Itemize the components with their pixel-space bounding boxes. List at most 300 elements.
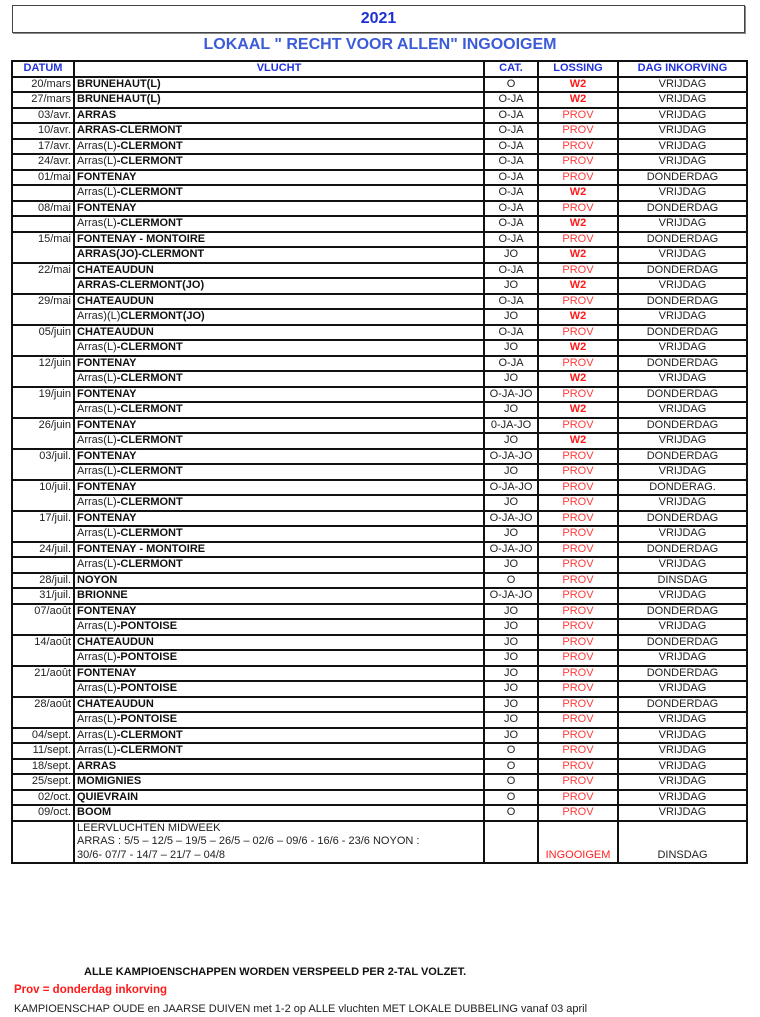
lossing-cell: PROV	[538, 681, 618, 697]
vlucht-destination: -PONTOISE	[116, 651, 178, 663]
vlucht-destination: QUIEVRAIN	[77, 790, 139, 803]
vlucht-destination: -CLERMONT	[116, 728, 183, 741]
dag-inkorving-cell: DONDERDAG	[618, 449, 747, 465]
page-subtitle: LOKAAL " RECHT VOOR ALLEN" INGOOIGEM	[203, 36, 557, 53]
cat-cell: O	[484, 790, 538, 806]
vlucht-cell	[74, 650, 484, 666]
date-cell: 01/mai	[12, 170, 74, 186]
dag-inkorving-cell: VRIJDAG	[618, 526, 747, 542]
table-row	[12, 557, 747, 573]
vlucht-cell	[74, 92, 484, 108]
table-row	[12, 464, 747, 480]
vlucht-prefix: Arras(L)	[77, 217, 117, 229]
midweek-line-noyon: 30/6- 07/7 - 14/7 – 21/7 – 04/8	[77, 848, 226, 861]
vlucht-cell	[74, 387, 484, 403]
date-cell: 29/mai	[12, 294, 74, 325]
lossing-cell: W2	[538, 92, 618, 108]
cat-cell: JO	[484, 433, 538, 449]
date-cell: 10/juil.	[12, 480, 74, 511]
cat-cell: JO	[484, 650, 538, 666]
cat-cell: JO	[484, 464, 538, 480]
lossing-cell: PROV	[538, 697, 618, 713]
vlucht-destination: ARRAS	[77, 108, 117, 121]
cat-cell: O-JA	[484, 325, 538, 341]
vlucht-cell	[74, 201, 484, 217]
vlucht-destination: -CLERMONT	[116, 217, 183, 229]
table-row	[12, 185, 747, 201]
vlucht-destination: CLERMONT(JO)	[120, 310, 205, 322]
midweek-vlucht-cell	[74, 821, 484, 864]
dag-inkorving-cell: DONDERDAG	[618, 294, 747, 310]
dag-inkorving-cell: VRIJDAG	[618, 216, 747, 232]
vlucht-cell	[74, 464, 484, 480]
dag-inkorving-cell: VRIJDAG	[618, 805, 747, 821]
dag-inkorving-cell: DONDERDAG	[618, 697, 747, 713]
lossing-cell: PROV	[538, 263, 618, 279]
vlucht-cell	[74, 402, 484, 418]
vlucht-prefix: Arras(L)	[77, 434, 117, 446]
vlucht-cell	[74, 216, 484, 232]
lossing-cell: PROV	[538, 387, 618, 403]
vlucht-cell	[74, 371, 484, 387]
vlucht-cell	[74, 356, 484, 372]
date-cell: 03/avr.	[12, 108, 74, 124]
vlucht-destination: CHATEAUDUN	[77, 325, 154, 338]
table-row	[12, 619, 747, 635]
table-row	[12, 728, 747, 744]
midweek-cat-cell	[484, 821, 538, 864]
table-row	[12, 92, 747, 108]
table-row	[12, 573, 747, 589]
date-cell: 04/sept.	[12, 728, 74, 744]
cat-cell: JO	[484, 604, 538, 620]
table-row	[12, 77, 747, 93]
lossing-cell: PROV	[538, 108, 618, 124]
dag-inkorving-cell: DONDERDAG	[618, 170, 747, 186]
lossing-cell: W2	[538, 185, 618, 201]
lossing-cell: PROV	[538, 526, 618, 542]
date-cell: 03/juil.	[12, 449, 74, 480]
table-row	[12, 154, 747, 170]
vlucht-destination: FONTENAY	[77, 511, 137, 524]
cat-cell: JO	[484, 402, 538, 418]
cat-cell: O-JA	[484, 185, 538, 201]
vlucht-cell	[74, 77, 484, 93]
vlucht-cell	[74, 805, 484, 821]
date-cell: 07/août	[12, 604, 74, 635]
date-cell: 21/août	[12, 666, 74, 697]
dag-inkorving-cell: DONDERDAG	[618, 201, 747, 217]
midweek-date-cell	[12, 821, 74, 864]
date-cell: 25/sept.	[12, 774, 74, 790]
vlucht-destination: CHATEAUDUN	[77, 635, 154, 648]
date-cell: 26/juin	[12, 418, 74, 449]
vlucht-cell	[74, 433, 484, 449]
table-row	[12, 387, 747, 403]
cat-cell: O-JA-JO	[484, 387, 538, 403]
vlucht-prefix: Arras)(L)	[77, 310, 121, 322]
vlucht-cell	[74, 263, 484, 279]
cat-cell: O	[484, 759, 538, 775]
vlucht-cell	[74, 309, 484, 325]
date-cell: 05/juin	[12, 325, 74, 356]
table-row	[12, 139, 747, 155]
vlucht-destination: -CLERMONT	[116, 744, 183, 756]
vlucht-cell	[74, 557, 484, 573]
vlucht-prefix: Arras(L)	[77, 620, 117, 632]
dag-inkorving-cell: DONDERDAG	[618, 418, 747, 434]
table-row	[12, 216, 747, 232]
lossing-cell: PROV	[538, 666, 618, 682]
cat-cell: O-JA	[484, 294, 538, 310]
dag-inkorving-cell: VRIJDAG	[618, 309, 747, 325]
vlucht-cell	[74, 774, 484, 790]
vlucht-destination: FONTENAY	[77, 604, 137, 617]
cat-cell: O-JA	[484, 123, 538, 139]
table-row	[12, 743, 747, 759]
dag-inkorving-cell: VRIJDAG	[618, 154, 747, 170]
lossing-cell: W2	[538, 433, 618, 449]
lossing-cell: PROV	[538, 232, 618, 248]
table-row	[12, 123, 747, 139]
dag-inkorving-cell: VRIJDAG	[618, 588, 747, 604]
table-row	[12, 681, 747, 697]
dag-inkorving-cell: DINSDAG	[618, 573, 747, 589]
cat-cell: O-JA	[484, 263, 538, 279]
table-row	[12, 588, 747, 604]
dag-inkorving-cell: VRIJDAG	[618, 712, 747, 728]
vlucht-cell	[74, 340, 484, 356]
column-header-lossing: LOSSING	[538, 61, 618, 77]
lossing-cell: PROV	[538, 154, 618, 170]
lossing-cell: PROV	[538, 759, 618, 775]
lossing-cell: W2	[538, 371, 618, 387]
table-row	[12, 201, 747, 217]
cat-cell: O	[484, 573, 538, 589]
table-row	[12, 526, 747, 542]
dag-inkorving-cell: VRIJDAG	[618, 185, 747, 201]
dag-inkorving-cell: VRIJDAG	[618, 557, 747, 573]
lossing-cell: W2	[538, 247, 618, 263]
table-row	[12, 495, 747, 511]
vlucht-destination: -CLERMONT	[116, 496, 183, 508]
vlucht-destination: FONTENAY	[77, 480, 137, 493]
schedule-body	[12, 77, 747, 821]
vlucht-destination: -CLERMONT	[116, 155, 183, 167]
cat-cell: JO	[484, 309, 538, 325]
column-header-cat: CAT.	[484, 61, 538, 77]
vlucht-cell	[74, 185, 484, 201]
lossing-cell: PROV	[538, 201, 618, 217]
dag-inkorving-cell: DONDERDAG	[618, 604, 747, 620]
dag-inkorving-cell: DONDERDAG	[618, 263, 747, 279]
date-cell	[12, 185, 74, 201]
lossing-cell: PROV	[538, 449, 618, 465]
lossing-cell: PROV	[538, 418, 618, 434]
schedule-table	[11, 60, 748, 864]
dag-inkorving-cell: DONDERDAG	[618, 666, 747, 682]
vlucht-cell	[74, 728, 484, 744]
dag-inkorving-cell: VRIJDAG	[618, 371, 747, 387]
date-cell: 14/août	[12, 635, 74, 666]
dag-inkorving-cell: VRIJDAG	[618, 619, 747, 635]
cat-cell: O-JA	[484, 92, 538, 108]
table-row	[12, 480, 747, 496]
date-cell: 17/avr.	[12, 139, 74, 155]
table-row	[12, 309, 747, 325]
table-row	[12, 278, 747, 294]
table-row	[12, 449, 747, 465]
vlucht-destination: FONTENAY	[77, 201, 137, 214]
vlucht-cell	[74, 480, 484, 496]
midweek-dag: DINSDAG	[618, 821, 747, 864]
date-cell	[12, 216, 74, 232]
vlucht-cell	[74, 495, 484, 511]
table-row	[12, 805, 747, 821]
lossing-cell: PROV	[538, 325, 618, 341]
vlucht-cell	[74, 697, 484, 713]
midweek-row	[12, 821, 747, 864]
dag-inkorving-cell: DONDERAG.	[618, 480, 747, 496]
table-row	[12, 108, 747, 124]
table-row	[12, 511, 747, 527]
table-row	[12, 263, 747, 279]
cat-cell: O-JA	[484, 232, 538, 248]
date-cell: 22/mai	[12, 263, 74, 294]
table-row	[12, 759, 747, 775]
lossing-cell: PROV	[538, 790, 618, 806]
note-prov-legend: Prov = donderdag inkorving	[14, 984, 168, 996]
cat-cell: O-JA-JO	[484, 449, 538, 465]
dag-inkorving-cell: DONDERDAG	[618, 325, 747, 341]
column-header-vlucht: VLUCHT	[74, 61, 484, 77]
lossing-cell: PROV	[538, 650, 618, 666]
vlucht-cell	[74, 123, 484, 139]
table-row	[12, 433, 747, 449]
dag-inkorving-cell: VRIJDAG	[618, 92, 747, 108]
table-row	[12, 666, 747, 682]
table-row	[12, 340, 747, 356]
date-cell: 08/mai	[12, 201, 74, 217]
vlucht-cell	[74, 418, 484, 434]
vlucht-cell	[74, 681, 484, 697]
lossing-cell: PROV	[538, 805, 618, 821]
vlucht-prefix: Arras(L)	[77, 403, 117, 415]
table-row	[12, 247, 747, 263]
cat-cell: JO	[484, 557, 538, 573]
lossing-cell: W2	[538, 77, 618, 93]
dag-inkorving-cell: VRIJDAG	[618, 790, 747, 806]
vlucht-prefix: Arras(L)	[77, 744, 117, 756]
cat-cell: O-JA	[484, 170, 538, 186]
vlucht-cell	[74, 635, 484, 651]
dag-inkorving-cell: VRIJDAG	[618, 340, 747, 356]
dag-inkorving-cell: VRIJDAG	[618, 759, 747, 775]
vlucht-cell	[74, 743, 484, 759]
vlucht-cell	[74, 232, 484, 248]
dag-inkorving-cell: VRIJDAG	[618, 402, 747, 418]
vlucht-destination: CHATEAUDUN	[77, 697, 154, 710]
vlucht-destination: NOYON	[77, 573, 118, 586]
table-row	[12, 650, 747, 666]
lossing-cell: PROV	[538, 728, 618, 744]
vlucht-destination: -CLERMONT	[116, 341, 183, 353]
date-cell: 11/sept.	[12, 743, 74, 759]
date-cell: 27/mars	[12, 92, 74, 108]
vlucht-destination: FONTENAY	[77, 418, 137, 431]
vlucht-destination: ARRAS(JO)-CLERMONT	[77, 248, 205, 260]
lossing-cell: PROV	[538, 495, 618, 511]
vlucht-destination: FONTENAY - MONTOIRE	[77, 542, 206, 555]
vlucht-cell	[74, 139, 484, 155]
date-cell: 20/mars	[12, 77, 74, 93]
cat-cell: JO	[484, 247, 538, 263]
date-cell: 18/sept.	[12, 759, 74, 775]
date-cell: 28/août	[12, 697, 74, 728]
vlucht-destination: -PONTOISE	[116, 713, 178, 725]
note-kampioenschap-oude-jaarse: KAMPIOENSCHAP OUDE en JAARSE DUIVEN met 1-2 op ALLE vluchten MET LOKALE DUBBELING vanaf 03 april	[14, 1003, 588, 1015]
vlucht-cell	[74, 542, 484, 558]
table-row	[12, 604, 747, 620]
date-cell: 24/juil.	[12, 542, 74, 558]
table-row	[12, 170, 747, 186]
date-cell	[12, 557, 74, 573]
lossing-cell: PROV	[538, 139, 618, 155]
vlucht-prefix: Arras(L)	[77, 139, 117, 152]
vlucht-cell	[74, 154, 484, 170]
cat-cell: O	[484, 743, 538, 759]
table-row	[12, 402, 747, 418]
vlucht-prefix: Arras(L)	[77, 465, 117, 477]
table-row	[12, 371, 747, 387]
table-row	[12, 790, 747, 806]
table-row	[12, 774, 747, 790]
vlucht-prefix: Arras(L)	[77, 186, 117, 198]
cat-cell: O-JA-JO	[484, 511, 538, 527]
dag-inkorving-cell: DONDERDAG	[618, 635, 747, 651]
table-row	[12, 294, 747, 310]
vlucht-prefix: Arras(L)	[77, 728, 117, 741]
date-cell: 17/juil.	[12, 511, 74, 542]
date-cell: 24/avr.	[12, 154, 74, 170]
vlucht-cell	[74, 604, 484, 620]
dag-inkorving-cell: DONDERDAG	[618, 232, 747, 248]
column-header-datum: DATUM	[12, 61, 74, 77]
vlucht-destination: -CLERMONT	[116, 372, 183, 384]
date-cell: 10/avr.	[12, 123, 74, 139]
date-cell: 15/mai	[12, 232, 74, 263]
cat-cell: JO	[484, 728, 538, 744]
dag-inkorving-cell: DONDERDAG	[618, 356, 747, 372]
vlucht-prefix: Arras(L)	[77, 558, 117, 570]
vlucht-destination: FONTENAY	[77, 666, 137, 679]
cat-cell: O-JA	[484, 154, 538, 170]
dag-inkorving-cell: VRIJDAG	[618, 743, 747, 759]
vlucht-cell	[74, 526, 484, 542]
lossing-cell: W2	[538, 402, 618, 418]
date-cell: 19/juin	[12, 387, 74, 418]
cat-cell: JO	[484, 712, 538, 728]
vlucht-prefix: Arras(L)	[77, 341, 117, 353]
table-row	[12, 635, 747, 651]
vlucht-destination: -CLERMONT	[116, 465, 183, 477]
vlucht-cell	[74, 712, 484, 728]
table-row	[12, 232, 747, 248]
dag-inkorving-cell: VRIJDAG	[618, 650, 747, 666]
vlucht-prefix: Arras(L)	[77, 713, 117, 725]
date-cell: 31/juil.	[12, 588, 74, 604]
column-header-dag-inkorving: DAG INKORVING	[618, 61, 747, 77]
vlucht-cell	[74, 170, 484, 186]
vlucht-destination: FONTENAY	[77, 170, 137, 183]
cat-cell: O-JA-JO	[484, 480, 538, 496]
cat-cell: JO	[484, 635, 538, 651]
lossing-cell: PROV	[538, 123, 618, 139]
lossing-cell: PROV	[538, 604, 618, 620]
dag-inkorving-cell: VRIJDAG	[618, 728, 747, 744]
cat-cell: O-JA	[484, 356, 538, 372]
cat-cell: 0-JA-JO	[484, 418, 538, 434]
cat-cell: JO	[484, 681, 538, 697]
cat-cell: JO	[484, 371, 538, 387]
vlucht-prefix: Arras(L)	[77, 651, 117, 663]
cat-cell: O	[484, 77, 538, 93]
lossing-cell: PROV	[538, 542, 618, 558]
dag-inkorving-cell: VRIJDAG	[618, 774, 747, 790]
vlucht-destination: BRUNEHAUT(L)	[77, 93, 161, 105]
midweek-title: LEERVLUCHTEN MIDWEEK	[77, 821, 221, 834]
table-row	[12, 697, 747, 713]
vlucht-destination: BRIONNE	[77, 589, 128, 601]
lossing-cell: W2	[538, 309, 618, 325]
vlucht-cell	[74, 759, 484, 775]
midweek-lossing: INGOOIGEM	[538, 821, 618, 864]
dag-inkorving-cell: VRIJDAG	[618, 495, 747, 511]
cat-cell: JO	[484, 526, 538, 542]
lossing-cell: PROV	[538, 743, 618, 759]
cat-cell: O-JA	[484, 201, 538, 217]
dag-inkorving-cell: VRIJDAG	[618, 464, 747, 480]
cat-cell: O	[484, 774, 538, 790]
date-cell: 12/juin	[12, 356, 74, 387]
vlucht-prefix: Arras(L)	[77, 496, 117, 508]
vlucht-destination: FONTENAY - MONTOIRE	[77, 232, 206, 245]
vlucht-cell	[74, 573, 484, 589]
cat-cell: JO	[484, 278, 538, 294]
lossing-cell: W2	[538, 278, 618, 294]
vlucht-cell	[74, 511, 484, 527]
table-row	[12, 418, 747, 434]
vlucht-cell	[74, 325, 484, 341]
cat-cell: O-JA	[484, 139, 538, 155]
vlucht-destination: -CLERMONT	[116, 186, 183, 198]
page-title: 2021	[360, 10, 397, 27]
cat-cell: JO	[484, 666, 538, 682]
note-kampioenschappen: ALLE KAMPIOENSCHAPPEN WORDEN VERSPEELD PER 2-TAL VOLZET.	[84, 966, 467, 978]
vlucht-destination: MOMIGNIES	[77, 775, 142, 787]
dag-inkorving-cell: VRIJDAG	[618, 433, 747, 449]
table-row	[12, 712, 747, 728]
cat-cell: JO	[484, 340, 538, 356]
vlucht-cell	[74, 108, 484, 124]
cat-cell: O-JA-JO	[484, 542, 538, 558]
dag-inkorving-cell: VRIJDAG	[618, 681, 747, 697]
cat-cell: O	[484, 805, 538, 821]
lossing-cell: PROV	[538, 619, 618, 635]
cat-cell: JO	[484, 619, 538, 635]
lossing-cell: W2	[538, 340, 618, 356]
vlucht-destination: FONTENAY	[77, 449, 137, 462]
